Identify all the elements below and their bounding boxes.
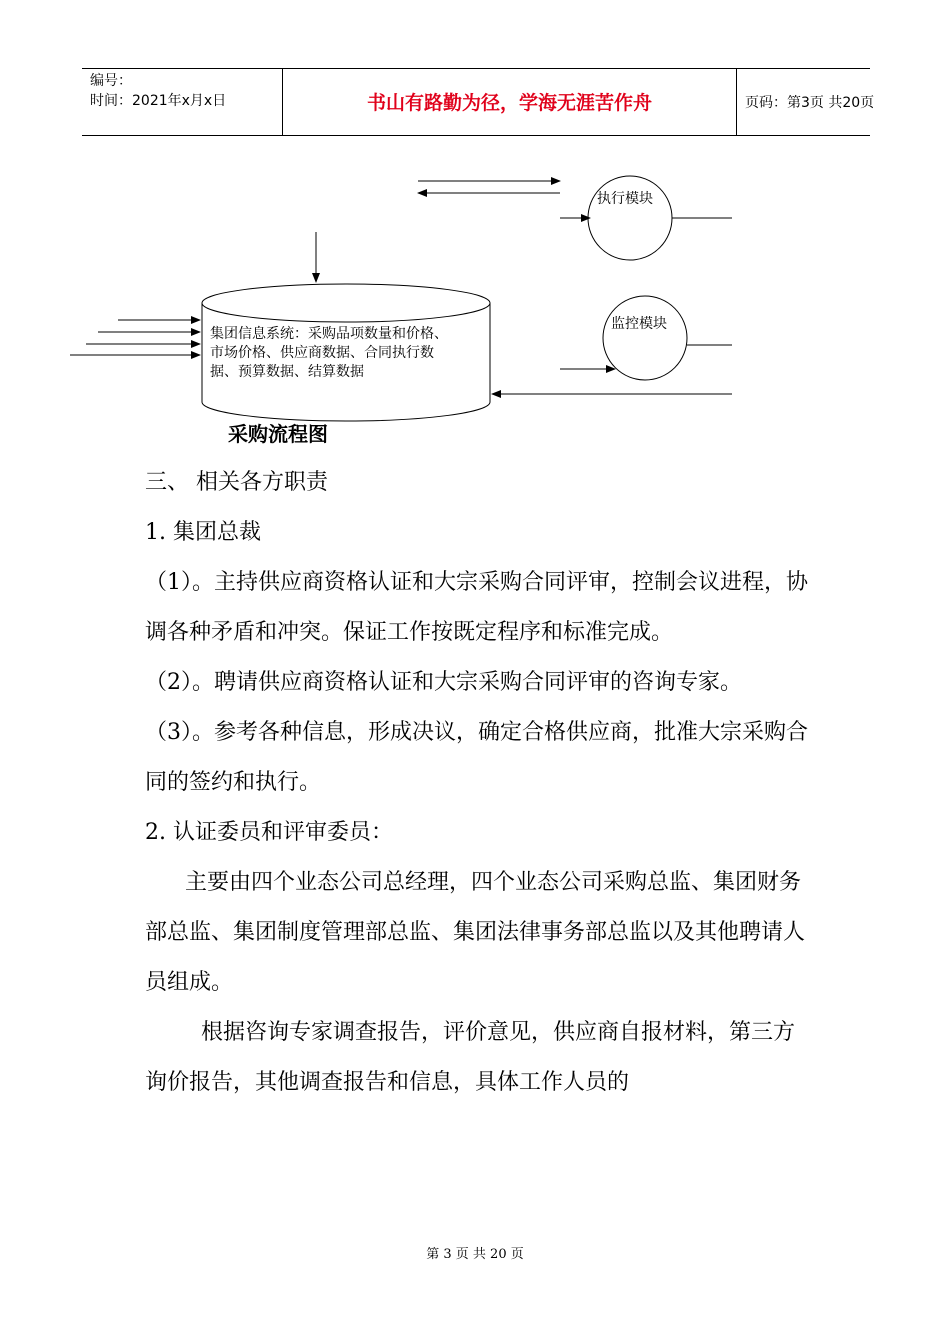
database-line-1: 集团信息系统：采购品项数量和价格、 [210, 326, 448, 342]
database-line-3: 据、预算数据、结算数据 [210, 364, 364, 380]
item1-paragraph-3: （3）。参考各种信息，形成决议，确定合格供应商，批准大宗采购合同的签约和执行。 [145, 720, 808, 795]
body-content [145, 458, 815, 1108]
item2-heading: 2. 认证委员和评审委员： [145, 820, 393, 845]
item2-paragraph-2: 根据咨询专家调查报告，评价意见，供应商自报材料，第三方询价报告，其他调查报告和信息，具体工作人员的 [145, 1020, 796, 1095]
item1-paragraph-1: （1）。主持供应商资格认证和大宗采购合同评审，控制会议进程，协调各种矛盾和冲突。保证工作按既定程序和标准完成。 [145, 570, 808, 645]
database-text [210, 325, 495, 382]
number-label: 编号： [90, 73, 132, 89]
item1-heading: 1. 集团总裁 [145, 520, 261, 545]
database-bottom [202, 402, 490, 421]
execution-module-circle [588, 176, 672, 260]
figure-title: 采购流程图 [228, 422, 328, 446]
page-info: 页码：第3页 共20页 [745, 95, 875, 111]
page-footer: 第 3 页 共 20 页 [426, 1247, 524, 1262]
motto-text: 书山有路勤为径，学海无涯苦作舟 [366, 92, 652, 114]
execution-module-label: 执行模块 [597, 191, 653, 207]
procurement-flow-diagram [0, 0, 950, 460]
database-top [202, 284, 490, 322]
time-label: 时间：2021年x月x日 [90, 93, 227, 109]
item1-paragraph-2: （2）。聘请供应商资格认证和大宗采购合同评审的咨询专家。 [145, 670, 742, 695]
item2-paragraph-1: 主要由四个业态公司总经理，四个业态公司采购总监、集团财务部总监、集团制度管理部总监、集团法律事务部总监以及其他聘请人员组成。 [145, 870, 806, 995]
monitor-module-circle [603, 296, 687, 380]
section-heading: 三、 相关各方职责 [145, 470, 328, 495]
monitor-module-label: 监控模块 [611, 316, 667, 332]
database-line-2: 市场价格、供应商数据、合同执行数 [210, 345, 434, 361]
